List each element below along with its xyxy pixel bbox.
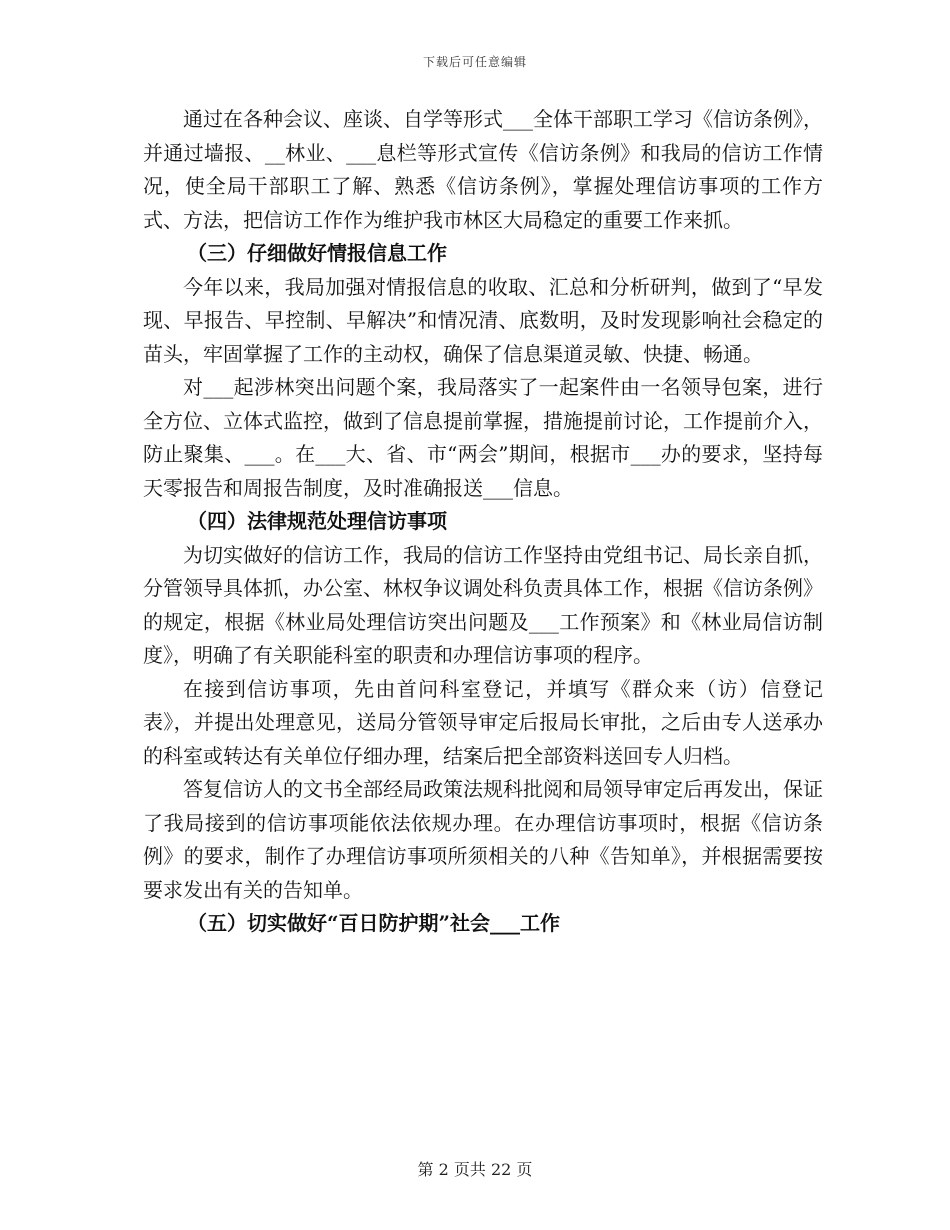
document-body xyxy=(143,103,823,941)
body-paragraph-4: 为切实做好的信访工作，我局的信访工作坚持由党组书记、局长亲自抓，分管领导具体抓，办公室、林权争议调处科负责具体工作，根据《信访条例》的规定，根据《林业局处理信访突出问题及___工作预案》和《林业局信访制度》，明确了有关职能科室的职责和办理信访事项的程序。 xyxy=(143,542,823,667)
body-paragraph-1: 通过在各种会议、座谈、自学等形式___全体干部职工学习《信访条例》，并通过墙报、__林业、___息栏等形式宣传《信访条例》和我局的信访工作情况，使全局干部职工了解、熟悉《信访条例》，掌握处理信访事项的工作方式、方法，把信访工作作为维护我市林区大局稳定的重要工作来抓。 xyxy=(143,107,823,232)
body-paragraph-5: 在接到信访事项，先由首问科室登记，并填写《群众来（访）信登记表》，并提出处理意见，送局分管领导审定后报局长审批，之后由专人送承办的科室或转达有关单位仔细办理，结案后把全部资料送回专人归档。 xyxy=(143,676,823,768)
body-paragraph-3: 对___起涉林突出问题个案，我局落实了一起案件由一名领导包案，进行全方位、立体式监控，做到了信息提前掌握，措施提前讨论，工作提前介入，防止聚集、___。在___大、省、市“两会”期间，根据市___办的要求，坚持每天零报告和周报告制度，及时准确报送___信息。 xyxy=(143,375,823,500)
section-heading-4: （四）法律规范处理信访事项 xyxy=(187,509,447,533)
header-note: 下载后可任意编辑 xyxy=(422,55,527,69)
section-heading-3: （三）仔细做好情报信息工作 xyxy=(187,241,447,265)
body-paragraph-6: 答复信访人的文书全部经局政策法规科批阅和局领导审定后再发出，保证了我局接到的信访事项能依法依规办理。在办理信访事项时，根据《信访条例》的要求，制作了办理信访事项所须相关的八种《告知单》，并根据需要按要求发出有关的告知单。 xyxy=(143,777,823,902)
page-number: 第 2 页共 22 页 xyxy=(417,1160,533,1179)
body-paragraph-2: 今年以来，我局加强对情报信息的收取、汇总和分析研判，做到了“早发现、早报告、早控制、早解决”和情况清、底数明，及时发现影响社会稳定的苗头，牢固掌握了工作的主动权，确保了信息渠道灵敏、快捷、畅通。 xyxy=(143,274,823,366)
section-heading-5: （五）切实做好“百日防护期”社会___工作 xyxy=(187,911,561,935)
